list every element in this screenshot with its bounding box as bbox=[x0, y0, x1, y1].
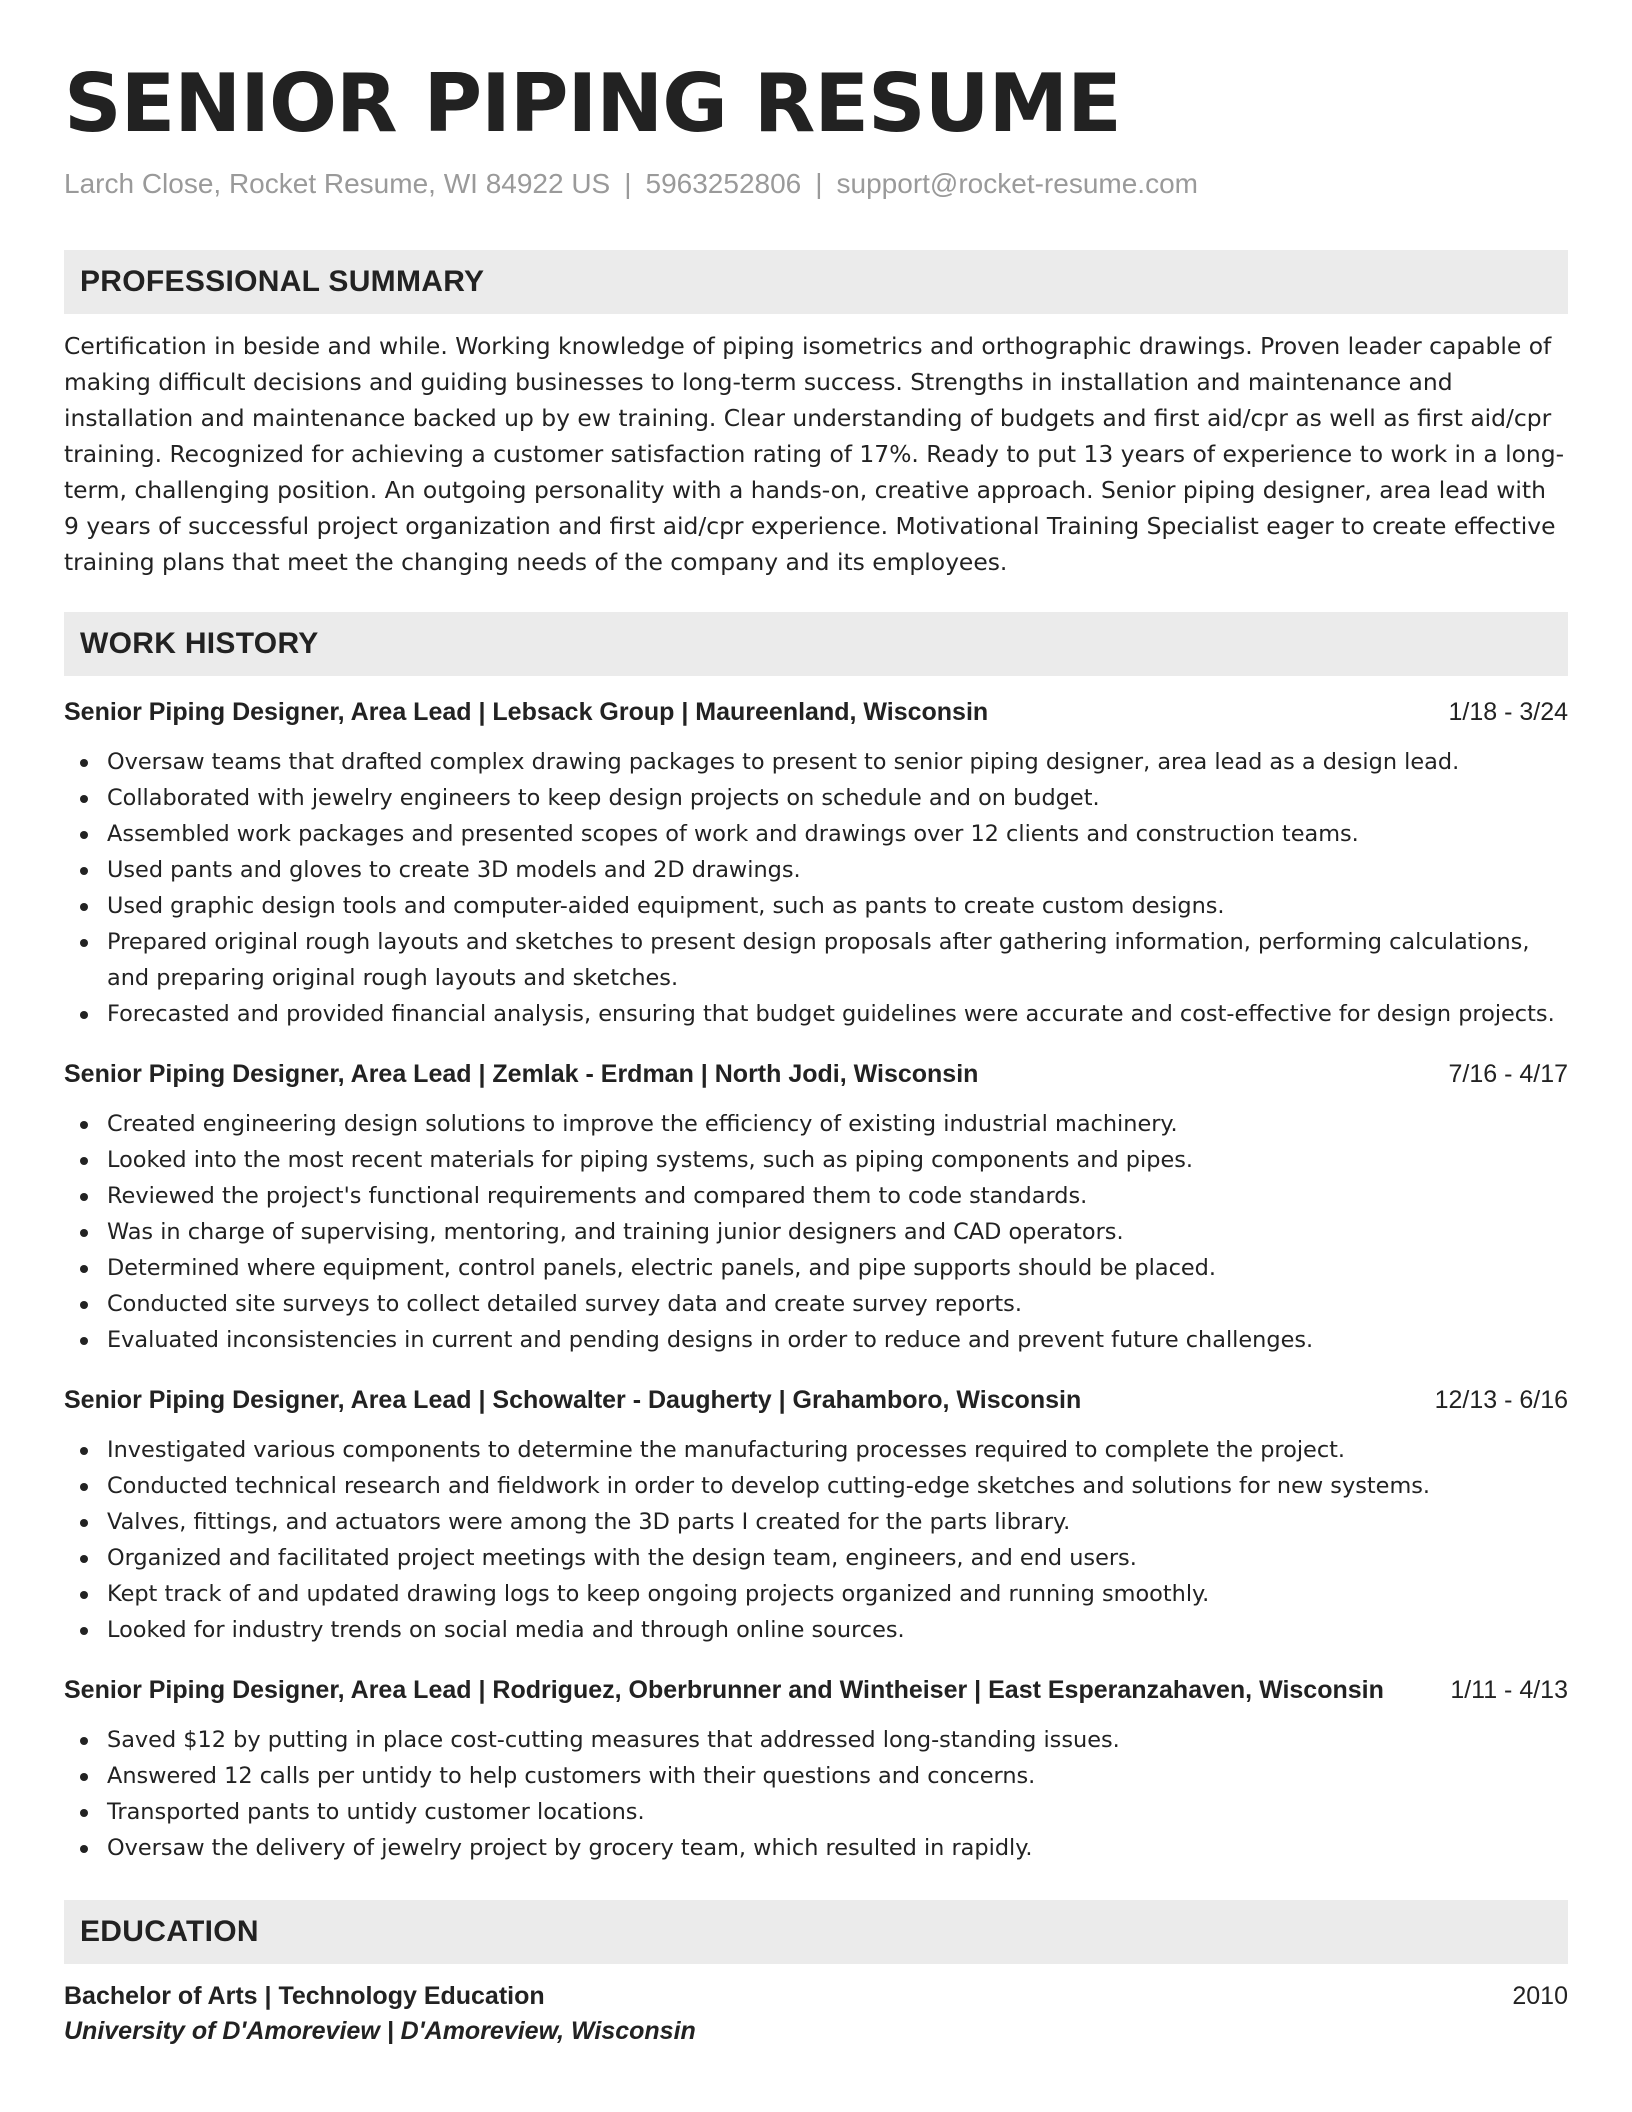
bullet-dot-icon bbox=[80, 903, 88, 911]
job-title: Senior Piping Designer, Area Lead | Rodriguez, Oberbrunner and Wintheiser | East Esperanzahaven, Wisconsin bbox=[64, 1676, 1384, 1704]
job-bullet-text: Was in charge of supervising, mentoring, and training junior designers and CAD operators. bbox=[107, 1219, 1124, 1245]
bullet-dot-icon bbox=[80, 1157, 88, 1165]
contact-email: support@rocket-resume.com bbox=[836, 168, 1198, 199]
job-dates: 1/11 - 4/13 bbox=[1450, 1676, 1568, 1704]
section-header-summary: PROFESSIONAL SUMMARY bbox=[64, 250, 1568, 314]
job-bullet-text: Used graphic design tools and computer-aided equipment, such as pants to create custom designs. bbox=[107, 893, 1225, 919]
summary-text: Certification in beside and while. Working knowledge of piping isometrics and orthographic drawings. Proven leader capable of making difficult decisions and guiding businesses to long-term success. Strengths in installation and maintenance and installation and maintenance backed up by ew training. Clear understanding of budgets and first aid/cpr as well as first aid/cpr training. Recognized for achieving a customer satisfaction rating of 17%. Ready to put 13 years of experience to work in a long-term, challenging position. An outgoing personality with a hands-on, creative approach. Senior piping designer, area lead with 9 years of successful project organization and first aid/cpr experience. Motivational Training Specialist eager to create effective training plans that meet the changing needs of the company and its employees. bbox=[64, 332, 1565, 576]
bullet-dot-icon bbox=[80, 1555, 88, 1563]
job-bullet bbox=[64, 1214, 1568, 1250]
job-title: Senior Piping Designer, Area Lead | Schowalter - Daugherty | Grahamboro, Wisconsin bbox=[64, 1386, 1082, 1414]
bullet-dot-icon bbox=[80, 1265, 88, 1273]
job-dates: 7/16 - 4/17 bbox=[1448, 1060, 1568, 1088]
job-header bbox=[64, 1056, 1568, 1092]
bullet-dot-icon bbox=[80, 1809, 88, 1817]
bullet-dot-icon bbox=[80, 1301, 88, 1309]
education-year: 2010 bbox=[1512, 1982, 1568, 2010]
job-dates: 1/18 - 3/24 bbox=[1448, 698, 1568, 726]
bullet-dot-icon bbox=[80, 1447, 88, 1455]
contact-address: Larch Close, Rocket Resume, WI 84922 US bbox=[64, 168, 611, 199]
job-bullet bbox=[64, 1432, 1568, 1468]
contact-separator: | bbox=[624, 168, 632, 199]
job-bullet-text: Kept track of and updated drawing logs to keep ongoing projects organized and running smoothly. bbox=[107, 1581, 1210, 1607]
job-bullet bbox=[64, 1178, 1568, 1214]
job-entry bbox=[64, 694, 1568, 1032]
job-entry bbox=[64, 1056, 1568, 1358]
job-bullet-text: Organized and facilitated project meetings with the design team, engineers, and end users. bbox=[107, 1545, 1137, 1571]
contact-phone: 5963252806 bbox=[645, 168, 802, 199]
job-entry bbox=[64, 1672, 1568, 1866]
job-bullet bbox=[64, 780, 1568, 816]
job-bullet-text: Oversaw the delivery of jewelry project by grocery team, which resulted in rapidly. bbox=[107, 1835, 1033, 1861]
job-header bbox=[64, 694, 1568, 730]
job-title: Senior Piping Designer, Area Lead | Lebsack Group | Maureenland, Wisconsin bbox=[64, 698, 989, 726]
job-bullet-text: Determined where equipment, control panels, electric panels, and pipe supports should be placed. bbox=[107, 1255, 1216, 1281]
education-degree: Bachelor of Arts | Technology Education bbox=[64, 1982, 545, 2010]
job-bullet-text: Saved $12 by putting in place cost-cutting measures that addressed long-standing issues. bbox=[107, 1727, 1120, 1753]
section-header-work-history: WORK HISTORY bbox=[64, 612, 1568, 676]
job-bullet-text: Assembled work packages and presented scopes of work and drawings over 12 clients and construction teams. bbox=[107, 821, 1359, 847]
job-bullet-text: Collaborated with jewelry engineers to keep design projects on schedule and on budget. bbox=[107, 785, 1100, 811]
job-bullet bbox=[64, 1540, 1568, 1576]
education-row bbox=[64, 1978, 1568, 2014]
job-bullet bbox=[64, 1830, 1568, 1866]
job-bullet-text: Conducted technical research and fieldwork in order to develop cutting-edge sketches and solutions for new systems. bbox=[107, 1473, 1431, 1499]
bullet-dot-icon bbox=[80, 1737, 88, 1745]
bullet-dot-icon bbox=[80, 939, 88, 947]
bullet-dot-icon bbox=[80, 1229, 88, 1237]
bullet-dot-icon bbox=[80, 831, 88, 839]
job-bullet bbox=[64, 888, 1568, 924]
job-bullets bbox=[64, 744, 1568, 1032]
job-bullet-text: Reviewed the project's functional requirements and compared them to code standards. bbox=[107, 1183, 1088, 1209]
job-title: Senior Piping Designer, Area Lead | Zemlak - Erdman | North Jodi, Wisconsin bbox=[64, 1060, 979, 1088]
section-header-education: EDUCATION bbox=[64, 1900, 1568, 1964]
bullet-dot-icon bbox=[80, 759, 88, 767]
job-bullets bbox=[64, 1432, 1568, 1648]
job-bullet bbox=[64, 744, 1568, 780]
job-bullets bbox=[64, 1106, 1568, 1358]
bullet-dot-icon bbox=[80, 1193, 88, 1201]
job-bullet bbox=[64, 1722, 1568, 1758]
resume-title: SENIOR PIPING RESUME bbox=[64, 57, 1121, 150]
job-bullet-text: Transported pants to untidy customer locations. bbox=[107, 1799, 645, 1825]
job-bullet bbox=[64, 1612, 1568, 1648]
education-school: University of D'Amoreview | D'Amoreview, Wisconsin bbox=[64, 2017, 696, 2045]
job-dates: 12/13 - 6/16 bbox=[1434, 1386, 1568, 1414]
job-bullet-text: Investigated various components to determine the manufacturing processes required to complete the project. bbox=[107, 1437, 1346, 1463]
bullet-dot-icon bbox=[80, 1121, 88, 1129]
job-bullet bbox=[64, 1794, 1568, 1830]
job-bullets bbox=[64, 1722, 1568, 1866]
bullet-dot-icon bbox=[80, 867, 88, 875]
job-bullet-text: Used pants and gloves to create 3D models and 2D drawings. bbox=[107, 857, 801, 883]
job-bullet-text: Forecasted and provided financial analysis, ensuring that budget guidelines were accurate and cost-effective for design projects. bbox=[107, 1001, 1555, 1027]
bullet-dot-icon bbox=[80, 1483, 88, 1491]
job-bullet-text: Looked for industry trends on social media and through online sources. bbox=[107, 1617, 905, 1643]
job-bullet bbox=[64, 1286, 1568, 1322]
job-bullet-text: Looked into the most recent materials for piping systems, such as piping components and pipes. bbox=[107, 1147, 1193, 1173]
job-entry bbox=[64, 1382, 1568, 1648]
job-bullet bbox=[64, 924, 1568, 996]
bullet-dot-icon bbox=[80, 1627, 88, 1635]
job-bullet bbox=[64, 852, 1568, 888]
job-bullet-text: Prepared original rough layouts and sketches to present design proposals after gathering information, performing calculations, and preparing original rough layouts and sketches. bbox=[107, 929, 1530, 991]
bullet-dot-icon bbox=[80, 1519, 88, 1527]
job-bullet-text: Valves, fittings, and actuators were among the 3D parts I created for the parts library. bbox=[107, 1509, 1071, 1535]
job-bullet bbox=[64, 996, 1568, 1032]
job-bullet bbox=[64, 1576, 1568, 1612]
job-bullet bbox=[64, 1758, 1568, 1794]
bullet-dot-icon bbox=[80, 1337, 88, 1345]
job-bullet bbox=[64, 1322, 1568, 1358]
job-header bbox=[64, 1672, 1568, 1708]
job-bullet bbox=[64, 1142, 1568, 1178]
job-bullet-text: Conducted site surveys to collect detailed survey data and create survey reports. bbox=[107, 1291, 1022, 1317]
job-bullet bbox=[64, 1106, 1568, 1142]
job-bullet bbox=[64, 816, 1568, 852]
job-bullet-text: Created engineering design solutions to improve the efficiency of existing industrial machinery. bbox=[107, 1111, 1178, 1137]
bullet-dot-icon bbox=[80, 1011, 88, 1019]
contact-separator: | bbox=[815, 168, 823, 199]
bullet-dot-icon bbox=[80, 795, 88, 803]
job-bullet-text: Answered 12 calls per untidy to help customers with their questions and concerns. bbox=[107, 1763, 1036, 1789]
job-bullet bbox=[64, 1250, 1568, 1286]
bullet-dot-icon bbox=[80, 1773, 88, 1781]
job-bullet-text: Evaluated inconsistencies in current and pending designs in order to reduce and prevent future challenges. bbox=[107, 1327, 1314, 1353]
bullet-dot-icon bbox=[80, 1591, 88, 1599]
job-bullet bbox=[64, 1468, 1568, 1504]
job-bullet-text: Oversaw teams that drafted complex drawing packages to present to senior piping designer, area lead as a design lead. bbox=[107, 749, 1460, 775]
bullet-dot-icon bbox=[80, 1845, 88, 1853]
job-bullet bbox=[64, 1504, 1568, 1540]
contact-line bbox=[64, 166, 1568, 202]
job-header bbox=[64, 1382, 1568, 1418]
